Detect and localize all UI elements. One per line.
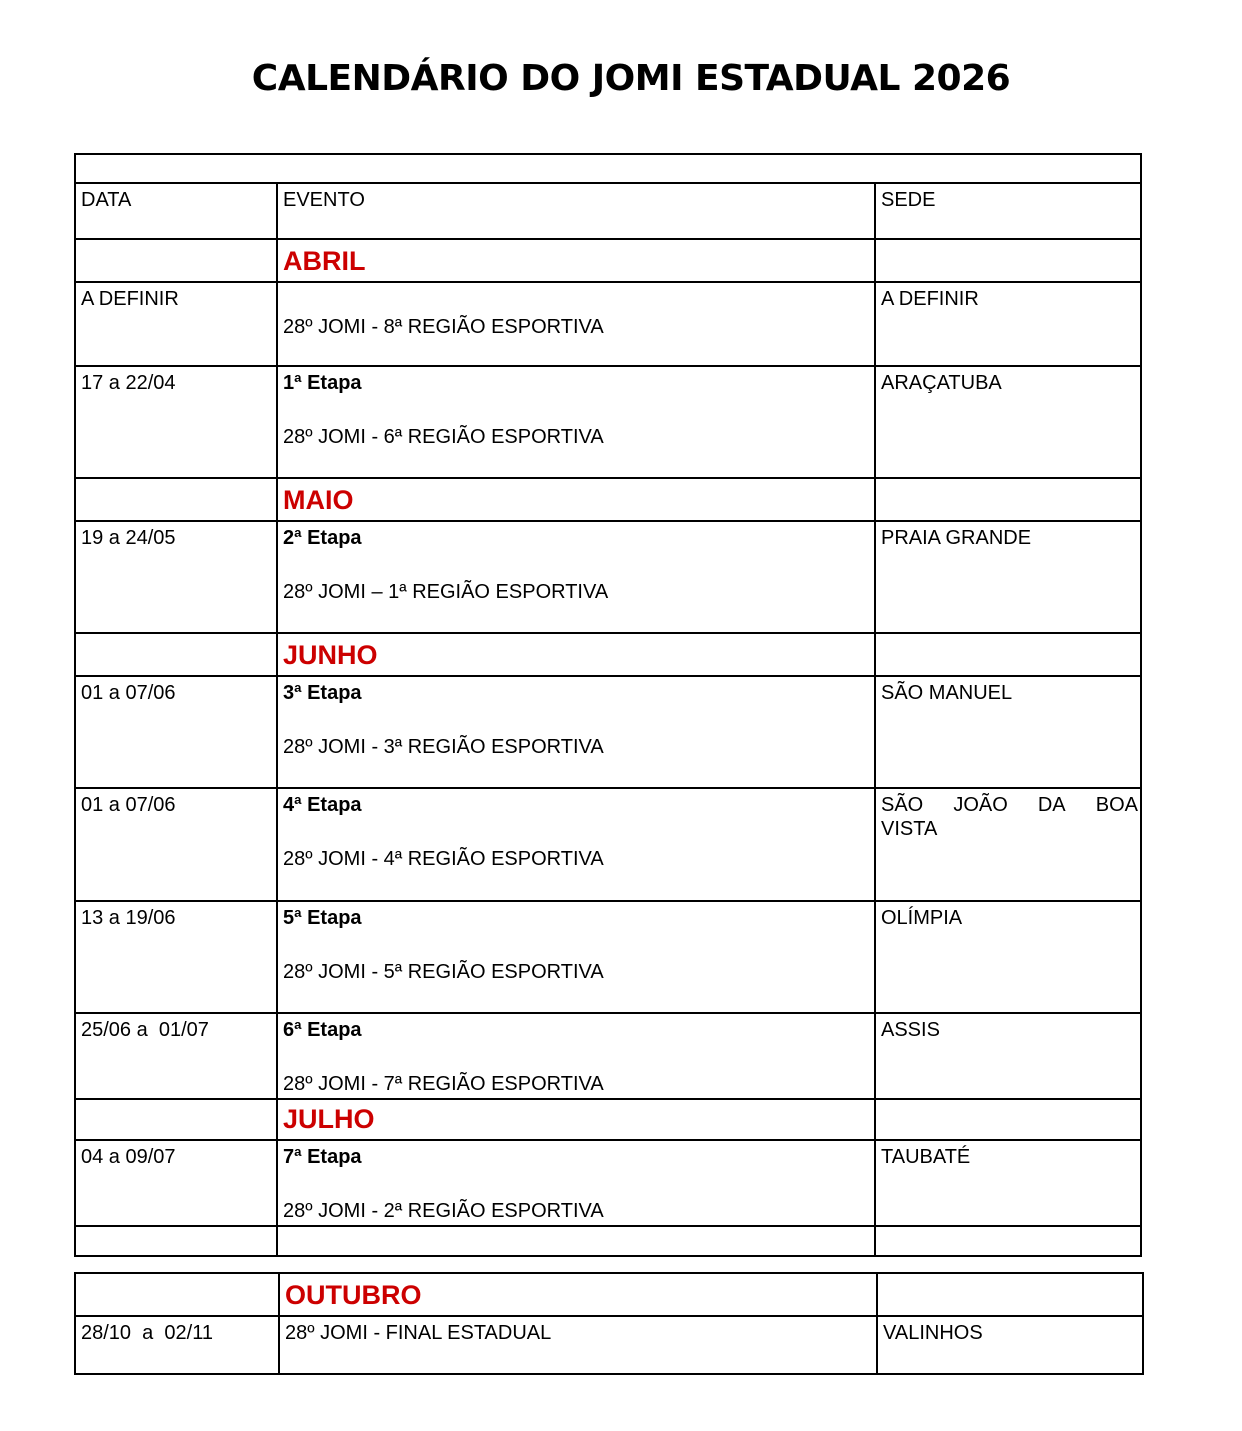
cell-sede: ASSIS [875, 1013, 1141, 1099]
cell-data: 25/06 a 01/07 [75, 1013, 277, 1099]
page-title: CALENDÁRIO DO JOMI ESTADUAL 2026 [251, 58, 1011, 99]
table-row [75, 788, 1141, 901]
cell-evento [277, 788, 875, 901]
evento-text: 28º JOMI - 4ª REGIÃO ESPORTIVA [283, 848, 604, 870]
cell-data: 01 a 07/06 [75, 676, 277, 788]
cell-evento: 28º JOMI - FINAL ESTADUAL [279, 1316, 877, 1374]
sede-word: BOA [1095, 794, 1138, 816]
evento-text: 28º JOMI - 6ª REGIÃO ESPORTIVA [283, 426, 604, 448]
cell-sede: ARAÇATUBA [875, 366, 1141, 478]
cell-sede: TAUBATÉ [875, 1140, 1141, 1226]
table-row [75, 1316, 1143, 1374]
cell-evento [277, 366, 875, 478]
table-header-row [75, 183, 1141, 239]
evento-text: 28º JOMI - 2ª REGIÃO ESPORTIVA [283, 1200, 604, 1222]
cell-data: 04 a 09/07 [75, 1140, 277, 1226]
cell-evento [277, 1140, 875, 1226]
evento-text: 28º JOMI - 7ª REGIÃO ESPORTIVA [283, 1073, 604, 1095]
month-label: JUNHO [277, 633, 875, 676]
cell-data: 28/10 a 02/11 [75, 1316, 279, 1374]
month-row-junho [75, 633, 1141, 676]
cell-evento [277, 1013, 875, 1099]
cell-evento [277, 676, 875, 788]
table-row [75, 366, 1141, 478]
etapa-label: 6ª Etapa [283, 1019, 362, 1041]
cell-sede: VALINHOS [877, 1316, 1143, 1374]
cell-evento [277, 282, 875, 366]
cell-data: 17 a 22/04 [75, 366, 277, 478]
sede-word: VISTA [881, 818, 938, 840]
table-row [75, 901, 1141, 1013]
month-label: JULHO [277, 1099, 875, 1140]
evento-text: 28º JOMI - 5ª REGIÃO ESPORTIVA [283, 961, 604, 983]
etapa-label: 5ª Etapa [283, 907, 362, 929]
table-row [75, 282, 1141, 366]
table-row [75, 1013, 1141, 1099]
table-row-empty [75, 1226, 1141, 1256]
header-evento: EVENTO [277, 183, 875, 239]
table-caption-row [75, 154, 1141, 183]
cell-data: 01 a 07/06 [75, 788, 277, 901]
evento-text: 28º JOMI - 3ª REGIÃO ESPORTIVA [283, 736, 604, 758]
table-row [75, 1140, 1141, 1226]
cell-sede: PRAIA GRANDE [875, 521, 1141, 633]
table-row [75, 676, 1141, 788]
cell-data: 19 a 24/05 [75, 521, 277, 633]
month-label: OUTUBRO [279, 1273, 877, 1316]
cell-data: 13 a 19/06 [75, 901, 277, 1013]
etapa-label: 4ª Etapa [283, 794, 362, 816]
sede-word: SÃO [881, 794, 924, 816]
header-data: DATA [75, 183, 277, 239]
final-table [74, 1272, 1144, 1375]
evento-text: 28º JOMI - 8ª REGIÃO ESPORTIVA [283, 316, 604, 338]
etapa-label: 3ª Etapa [283, 682, 362, 704]
evento-text: 28º JOMI – 1ª REGIÃO ESPORTIVA [283, 581, 609, 603]
cell-sede [875, 788, 1141, 901]
month-label: MAIO [277, 478, 875, 521]
etapa-label: 1ª Etapa [283, 372, 362, 394]
month-row-julho [75, 1099, 1141, 1140]
cell-sede: A DEFINIR [875, 282, 1141, 366]
cell-sede: SÃO MANUEL [875, 676, 1141, 788]
header-sede: SEDE [875, 183, 1141, 239]
month-label: ABRIL [277, 239, 875, 282]
month-row-maio [75, 478, 1141, 521]
month-row-abril [75, 239, 1141, 282]
sede-word: DA [1037, 794, 1066, 816]
sede-word: JOÃO [953, 794, 1008, 816]
month-row-outubro [75, 1273, 1143, 1316]
cell-sede: OLÍMPIA [875, 901, 1141, 1013]
etapa-label: 2ª Etapa [283, 527, 362, 549]
cell-evento [277, 901, 875, 1013]
etapa-label: 7ª Etapa [283, 1146, 362, 1168]
cell-evento [277, 521, 875, 633]
table-row [75, 521, 1141, 633]
calendar-table [74, 153, 1142, 1257]
cell-data: A DEFINIR [75, 282, 277, 366]
